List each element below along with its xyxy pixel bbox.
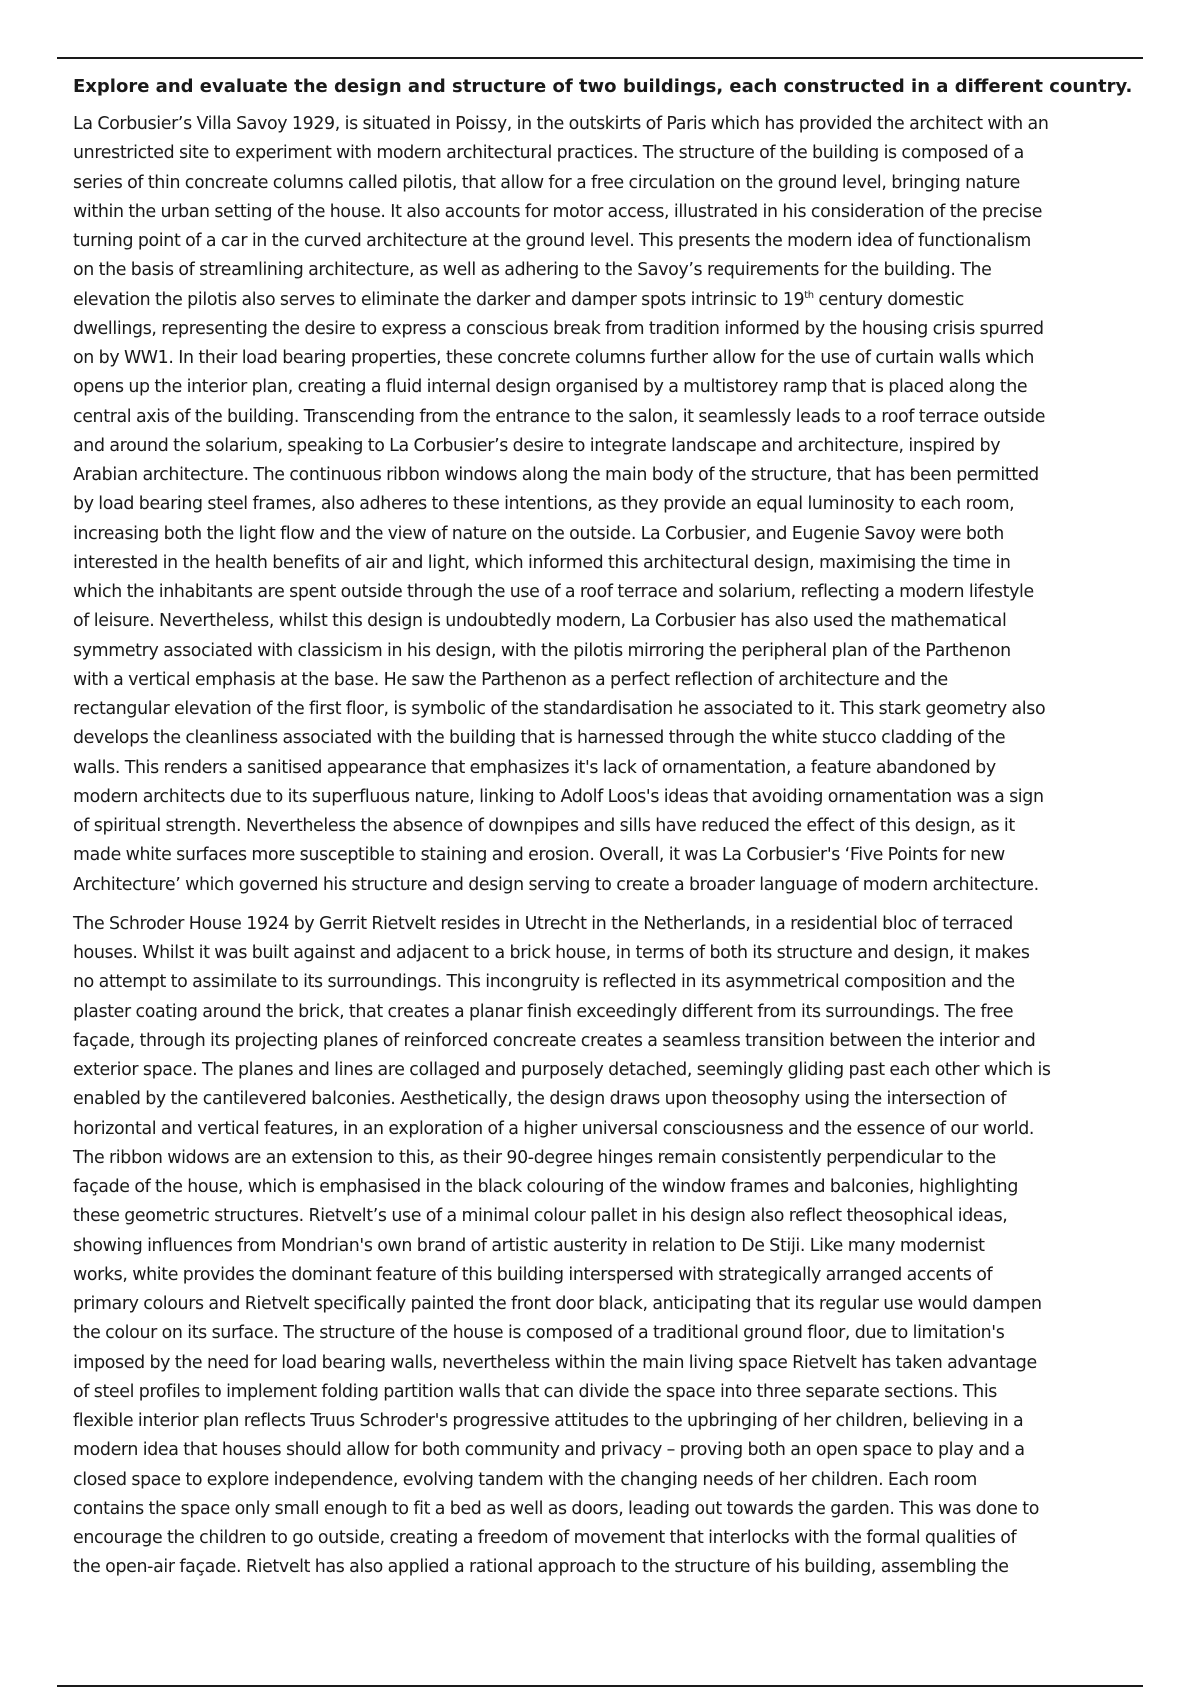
text-line: works, white provides the dominant feature of this building interspersed with strategically arranged accents of	[73, 1264, 993, 1285]
text-line: the open-air façade. Rietvelt has also applied a rational approach to the structure of his building, assembling the	[73, 1557, 1009, 1578]
text-line: of steel profiles to implement folding partition walls that can divide the space into three separate sections. This	[73, 1381, 998, 1402]
text-line: opens up the interior plan, creating a fluid internal design organised by a multistorey ramp that is placed along the	[73, 377, 1028, 398]
text-line	[73, 286, 1137, 315]
essay-question-heading: Explore and evaluate the design and structure of two buildings, each constructed in a different country.	[73, 76, 1133, 97]
text-line: enabled by the cantilevered balconies. Aesthetically, the design draws upon theosophy using the intersection of	[73, 1089, 1007, 1110]
text-line: horizontal and vertical features, in an exploration of a higher universal consciousness and the essence of our world.	[73, 1118, 1035, 1139]
text-line: dwellings, representing the desire to express a conscious break from tradition informed by the housing crisis spurred	[73, 318, 1044, 339]
text-line: La Corbusier’s Villa Savoy 1929, is situated in Poissy, in the outskirts of Paris which has provided the architect with an	[73, 114, 1049, 134]
text-line: the colour on its surface. The structure of the house is composed of a traditional ground floor, due to limitation's	[73, 1323, 1005, 1344]
text-line: increasing both the light flow and the view of nature on the outside. La Corbusier, and Eugenie Savoy were both	[73, 523, 1004, 544]
document-body	[73, 73, 1137, 1593]
text-line: central axis of the building. Transcending from the entrance to the salon, it seamlessly leads to a roof terrace outside	[73, 406, 1046, 427]
text-line: on the basis of streamlining architecture, as well as adhering to the Savoy’s requirements for the building. The	[73, 260, 992, 281]
text-line: flexible interior plan reflects Truus Schroder's progressive attitudes to the upbringing of her children, believing in a	[73, 1411, 1024, 1431]
text-line: develops the cleanliness associated with the building that is harnessed through the white stucco cladding of the	[73, 728, 1006, 749]
text-line: modern architects due to its superfluous nature, linking to Adolf Loos's ideas that avoiding ornamentation was a sign	[73, 786, 1044, 807]
text-line: within the urban setting of the house. It also accounts for motor access, illustrated in his consideration of the precise	[73, 201, 1043, 222]
top-rule	[57, 57, 1143, 59]
text-run: elevation the pilotis also serves to eliminate the darker and damper spots intrinsic to 19	[73, 289, 805, 310]
text-line: Architecture’ which governed his structure and design serving to create a broader language of modern architecture.	[73, 874, 1039, 895]
body-paragraph	[73, 910, 1137, 1583]
text-line: of spiritual strength. Nevertheless the absence of downpipes and sills have reduced the effect of this design, as it	[73, 816, 1015, 836]
text-line: and around the solarium, speaking to La Corbusier’s desire to integrate landscape and architecture, inspired by	[73, 435, 1001, 456]
text-line: façade of the house, which is emphasised in the black colouring of the window frames and balconies, highlighting	[73, 1177, 1019, 1197]
text-line: which the inhabitants are spent outside through the use of a roof terrace and solarium, reflecting a modern lifestyle	[73, 582, 1034, 602]
text-line: plaster coating around the brick, that creates a planar finish exceedingly different from its surroundings. The free	[73, 1001, 1014, 1022]
text-line: Arabian architecture. The continuous ribbon windows along the main body of the structure, that has been permitted	[73, 465, 1039, 485]
text-line: contains the space only small enough to fit a bed as well as doors, leading out towards the garden. This was done to	[73, 1498, 1040, 1519]
text-line: primary colours and Rietvelt specifically painted the front door black, anticipating that its regular use would dampen	[73, 1294, 1042, 1314]
text-line: interested in the health benefits of air and light, which informed this architectural design, maximising the time in	[73, 552, 1011, 573]
text-line: on by WW1. In their load bearing properties, these concrete columns further allow for the use of curtain walls which	[73, 348, 1035, 368]
text-line: walls. This renders a sanitised appearance that emphasizes it's lack of ornamentation, a feature abandoned by	[73, 757, 996, 778]
essay-paragraphs	[73, 110, 1137, 1583]
text-line: houses. Whilst it was built against and adjacent to a brick house, in terms of both its structure and design, it makes	[73, 943, 1030, 963]
text-line: modern idea that houses should allow for both community and privacy – proving both an open space to play and a	[73, 1440, 1025, 1461]
text-line: unrestricted site to experiment with modern architectural practices. The structure of the building is composed of a	[73, 143, 1024, 164]
text-line: these geometric structures. Rietvelt’s use of a minimal colour pallet in his design also reflect theosophical ideas,	[73, 1206, 1008, 1227]
body-paragraph	[73, 110, 1137, 900]
text-line: by load bearing steel frames, also adheres to these intentions, as they provide an equal luminosity to each room,	[73, 494, 1015, 515]
text-line: showing influences from Mondrian's own brand of artistic austerity in relation to De Stiji. Like many modernist	[73, 1235, 985, 1256]
text-line: of leisure. Nevertheless, whilst this design is undoubtedly modern, La Corbusier has also used the mathematical	[73, 611, 1007, 632]
text-line: rectangular elevation of the first floor, is symbolic of the standardisation he associated to it. This stark geometry also	[73, 699, 1046, 719]
ordinal-superscript: th	[804, 289, 814, 301]
text-line: turning point of a car in the curved architecture at the ground level. This presents the modern idea of functionalism	[73, 231, 1031, 251]
text-line: closed space to explore independence, evolving tandem with the changing needs of her children. Each room	[73, 1469, 978, 1490]
text-line: series of thin concreate columns called pilotis, that allow for a free circulation on the ground level, bringing nature	[73, 172, 1020, 193]
text-line: no attempt to assimilate to its surroundings. This incongruity is reflected in its asymmetrical composition and the	[73, 972, 1015, 993]
text-run: century domestic	[813, 289, 965, 310]
bottom-rule	[57, 1685, 1143, 1687]
text-line: The Schroder House 1924 by Gerrit Rietvelt resides in Utrecht in the Netherlands, in a residential bloc of terraced	[73, 913, 1013, 934]
text-line: symmetry associated with classicism in his design, with the pilotis mirroring the peripheral plan of the Parthenon	[73, 640, 1011, 661]
text-line: exterior space. The planes and lines are collaged and purposely detached, seemingly gliding past each other which is	[73, 1060, 1051, 1080]
text-line: made white surfaces more susceptible to staining and erosion. Overall, it was La Corbusier's ‘Five Points for new	[73, 845, 1005, 866]
text-line: encourage the children to go outside, creating a freedom of movement that interlocks with the formal qualities of	[73, 1528, 1017, 1548]
text-line: imposed by the need for load bearing walls, nevertheless within the main living space Rietvelt has taken advantage	[73, 1352, 1037, 1373]
text-line: façade, through its projecting planes of reinforced concreate creates a seamless transition between the interior and	[73, 1030, 1036, 1051]
text-line: with a vertical emphasis at the base. He saw the Parthenon as a perfect reflection of architecture and the	[73, 669, 948, 690]
text-line: The ribbon widows are an extension to this, as their 90-degree hinges remain consistently perpendicular to the	[73, 1147, 996, 1168]
